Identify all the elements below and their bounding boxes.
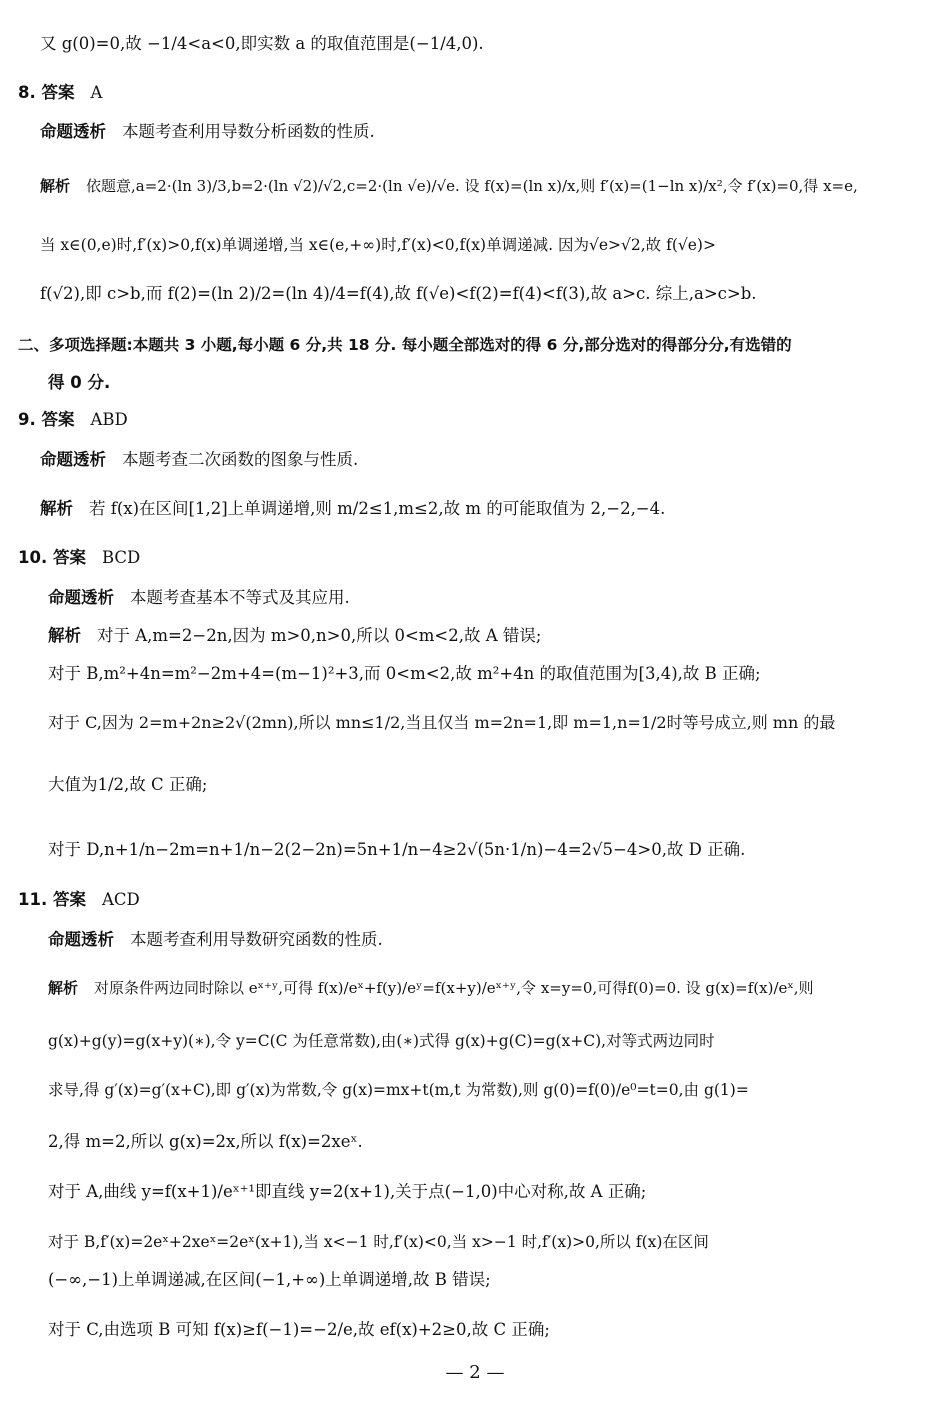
text: 当 x∈(0,e)时,f′(x)>0,f(x)单调递增,当 x∈(e,+∞)时,f′(x)<0,f(x)单调递减. 因为√e>√2,故 f(√e)> <box>40 236 716 254</box>
text: 2,得 m=2,所以 g(x)=2x,所以 f(x)=2xeˣ. <box>48 1132 363 1151</box>
question-10-answer-label: 10. 答案 <box>18 548 86 567</box>
line-27 <box>48 1268 491 1292</box>
line-9 <box>18 408 128 432</box>
text: ABD <box>90 410 128 429</box>
line-22 <box>48 1029 715 1053</box>
question-8-answer-label: 8. 答案 <box>18 83 75 102</box>
text: 对于 B,f′(x)=2eˣ+2xeˣ=2eˣ(x+1),当 x<−1 时,f′(x)<0,当 x>−1 时,f′(x)>0,所以 f(x)在区间 <box>48 1233 709 1251</box>
line-6 <box>40 282 757 306</box>
line-21 <box>48 976 814 1000</box>
text: 本题考查基本不等式及其应用. <box>130 588 350 607</box>
line-4 <box>40 174 858 198</box>
line-26 <box>48 1230 709 1254</box>
text: 对于 C,由选项 B 可知 f(x)≥f(−1)=−2/e,故 ef(x)+2≥0,故 C 正确; <box>48 1320 550 1339</box>
line-5 <box>40 233 716 257</box>
line-25 <box>48 1180 646 1204</box>
text: ACD <box>101 890 140 909</box>
page-number: — 2 — <box>445 1362 505 1383</box>
line-14 <box>48 624 541 648</box>
text: 本题考查利用导数分析函数的性质. <box>122 122 375 141</box>
line-19 <box>18 888 140 912</box>
line-2 <box>18 81 102 105</box>
text: 又 g(0)=0,故 −1/4<a<0,即实数 a 的取值范围是(−1/4,0). <box>40 34 484 53</box>
text: 对于 A,曲线 y=f(x+1)/eˣ⁺¹即直线 y=2(x+1),关于点(−1,0)中心对称,故 A 正确; <box>48 1182 647 1201</box>
line-23 <box>48 1078 749 1102</box>
line-24 <box>48 1130 363 1154</box>
text: 对于 C,因为 2=m+2n≥2√(2mn),所以 mn≤1/2,当且仅当 m=2n=1,即 m=1,n=1/2时等号成立,则 mn 的最 <box>48 713 836 732</box>
text: 对原条件两边同时除以 eˣ⁺ʸ,可得 f(x)/eˣ+f(y)/eʸ=f(x+y)/eˣ⁺ʸ,令 x=y=0,可得f(0)=0. 设 g(x)=f(x)/eˣ,则 <box>94 979 814 997</box>
text: A <box>90 83 103 102</box>
line-16 <box>48 711 835 735</box>
line-7 <box>18 333 792 357</box>
line-11 <box>40 497 665 521</box>
line-10 <box>40 448 358 472</box>
line-1 <box>40 32 484 56</box>
solution-label: 解析 <box>40 177 71 195</box>
section-heading-cont: 得 0 分. <box>48 373 111 392</box>
text: g(x)+g(y)=g(x+y)(∗),令 y=C(C 为任意常数),由(∗)式得 g(x)+g(C)=g(x+C),对等式两边同时 <box>48 1032 715 1050</box>
line-3 <box>40 120 375 144</box>
line-13 <box>48 586 350 610</box>
line-20 <box>48 928 383 952</box>
text: 本题考查利用导数研究函数的性质. <box>130 930 383 949</box>
section-heading: 二、多项选择题:本题共 3 小题,每小题 6 分,共 18 分. 每小题全部选对的得 6 分,部分选对的得部分分,有选错的 <box>18 336 792 354</box>
question-11-answer-label: 11. 答案 <box>18 890 86 909</box>
text: 对于 A,m=2−2n,因为 m>0,n>0,所以 0<m<2,故 A 错误; <box>97 626 542 645</box>
line-18 <box>48 838 745 862</box>
line-15 <box>48 662 761 686</box>
text: (−∞,−1)上单调递减,在区间(−1,+∞)上单调递增,故 B 错误; <box>48 1270 491 1289</box>
analysis-label: 命题透析 <box>40 450 106 469</box>
text: 大值为1/2,故 C 正确; <box>48 775 208 794</box>
question-9-answer-label: 9. 答案 <box>18 410 75 429</box>
text: 对于 B,m²+4n=m²−2m+4=(m−1)²+3,而 0<m<2,故 m²+4n 的取值范围为[3,4),故 B 正确; <box>48 664 761 683</box>
solution-label: 解析 <box>40 499 73 518</box>
text: f(√2),即 c>b,而 f(2)=(ln 2)/2=(ln 4)/4=f(4),故 f(√e)<f(2)=f(4)<f(3),故 a>c. 综上,a>c>b. <box>40 284 757 303</box>
analysis-label: 命题透析 <box>48 588 114 607</box>
solution-label: 解析 <box>48 626 81 645</box>
analysis-label: 命题透析 <box>40 122 106 141</box>
text: 对于 D,n+1/n−2m=n+1/n−2(2−2n)=5n+1/n−4≥2√(5n·1/n)−4=2√5−4>0,故 D 正确. <box>48 840 746 859</box>
text: 本题考查二次函数的图象与性质. <box>122 450 359 469</box>
solution-label: 解析 <box>48 979 79 997</box>
text: 求导,得 g′(x)=g′(x+C),即 g′(x)为常数,令 g(x)=mx+t(m,t 为常数),则 g(0)=f(0)/e⁰=t=0,由 g(1)= <box>48 1081 749 1099</box>
text: 依题意,a=2·(ln 3)/3,b=2·(ln √2)/√2,c=2·(ln √e)/√e. 设 f(x)=(ln x)/x,则 f′(x)=(1−ln x)/x²,令 f′(x)=0,得 x=e, <box>86 177 858 195</box>
analysis-label: 命题透析 <box>48 930 114 949</box>
line-17 <box>48 773 207 797</box>
text: BCD <box>101 548 141 567</box>
line-12 <box>18 546 140 570</box>
line-28 <box>48 1318 550 1342</box>
text: 若 f(x)在区间[1,2]上单调递增,则 m/2≤1,m≤2,故 m 的可能取值为 2,−2,−4. <box>89 499 666 518</box>
line-8 <box>48 371 110 395</box>
